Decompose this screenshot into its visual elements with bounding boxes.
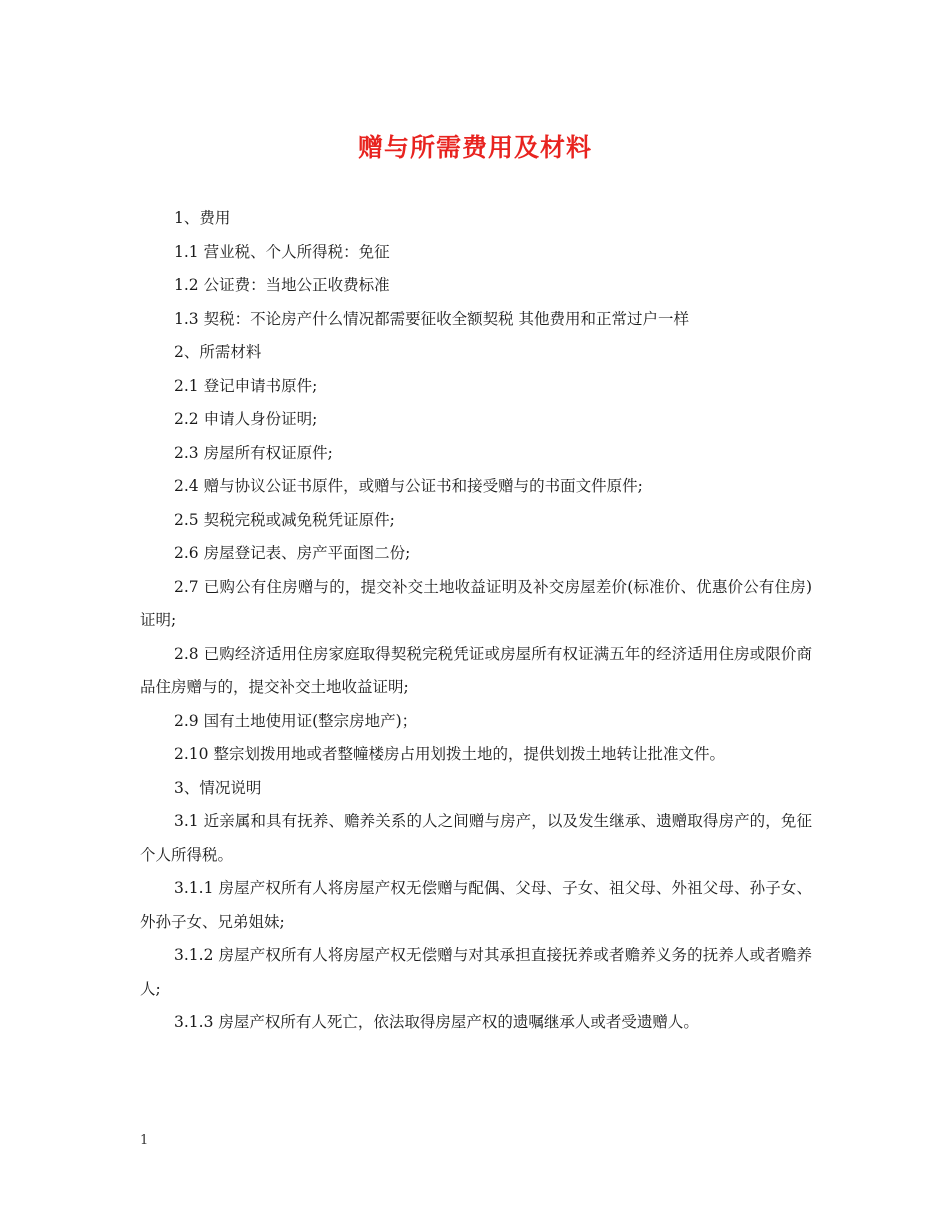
paragraph: 3.1.1 房屋产权所有人将房屋产权无偿赠与配偶、父母、子女、祖父母、外祖父母、孙子女、外孙子女、兄弟姐妹; [140, 879, 812, 931]
page-title: 赠与所需费用及材料 [357, 133, 592, 162]
document-body [140, 202, 812, 1040]
paragraph: 1.2 公证费：当地公正收费标准 [174, 276, 390, 294]
paragraph: 2.9 国有土地使用证(整宗房地产)； [174, 711, 418, 730]
paragraph: 2.6 房屋登记表、房产平面图二份; [174, 544, 411, 562]
paragraph: 3.1.3 房屋产权所有人死亡，依法取得房屋产权的遗嘱继承人或者受遗赠人。 [174, 1013, 699, 1031]
paragraph: 2.2 申请人身份证明; [174, 410, 318, 428]
paragraph: 2.5 契税完税或减免税凭证原件; [174, 510, 395, 529]
paragraph: 2.7 已购公有住房赠与的，提交补交土地收益证明及补交房屋差价(标准价、优惠价公有住房)证明; [140, 577, 812, 629]
paragraph: 2.3 房屋所有权证原件; [174, 443, 333, 462]
section-heading: 2、所需材料 [174, 343, 262, 361]
paragraph: 1.1 营业税、个人所得税：免征 [174, 242, 390, 261]
paragraph: 3.1.2 房屋产权所有人将房屋产权无偿赠与对其承担直接抚养或者赡养义务的抚养人或者赡养人; [140, 946, 812, 998]
paragraph: 2.1 登记申请书原件; [174, 376, 318, 395]
paragraph: 2.4 赠与协议公证书原件，或赠与公证书和接受赠与的书面文件原件; [174, 477, 643, 495]
page-number: 1 [140, 1133, 149, 1148]
paragraph: 2.8 已购经济适用住房家庭取得契税完税凭证或房屋所有权证满五年的经济适用住房或限价商品住房赠与的，提交补交土地收益证明; [140, 644, 812, 696]
paragraph: 3.1 近亲属和具有抚养、赡养关系的人之间赠与房产，以及发生继承、遗赠取得房产的，免征个人所得税。 [140, 812, 812, 864]
section-heading: 3、情况说明 [174, 778, 262, 797]
section-heading: 1、费用 [174, 209, 231, 227]
paragraph: 2.10 整宗划拨用地或者整幢楼房占用划拨土地的，提供划拨土地转让批准文件。 [174, 745, 725, 763]
paragraph: 1.3 契税：不论房产什么情况都需要征收全额契税 其他费用和正常过户一样 [174, 309, 690, 328]
